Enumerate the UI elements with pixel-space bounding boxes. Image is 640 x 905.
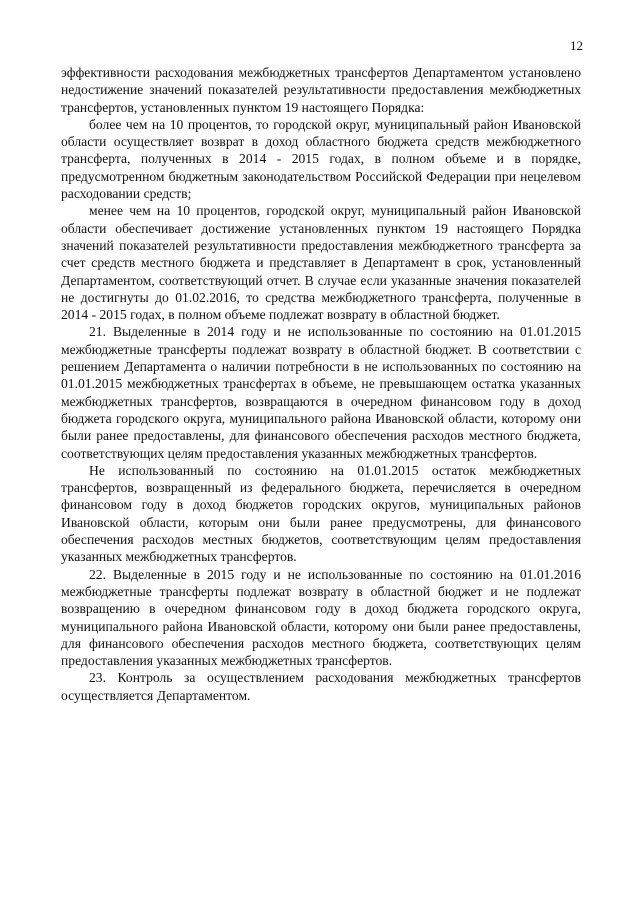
page-number: 12 (570, 38, 583, 53)
paragraph-less-than-10-percent: менее чем на 10 процентов, городской округ, муниципальный район Ивановской области обеспечивает достижение установленных пунктом 19 настоящего Порядка значений показателей результативности предоставления межбюджетного трансферта за счет средств местного бюджета и представляет в Департамент в срок, установленный Департаментом, соответствующий отчет. В случае если указанные значения показателей не достигнуты до 01.02.2016, то средства межбюджетного трансферта, полученные в 2014 - 2015 годах, в полном объеме подлежат возврату в областной бюджет. (61, 203, 581, 323)
paragraph-continuation: эффективности расходования межбюджетных трансфертов Департаментом установлено недостижение значений показателей результативности предоставления межбюджетных трансфертов, установленных пунктом 19 настоящего Порядка: (61, 65, 581, 115)
paragraph-unused-remainder: Не использованный по состоянию на 01.01.2015 остаток межбюджетных трансфертов, возвращенный из федерального бюджета, перечисляется в очередном финансовом году в доход бюджетов городских округов, муниципальных районов Ивановской области, которым они были ранее предусмотрены, для финансового обеспечения расходов местных бюджетов, соответствующим целям предоставления указанных межбюджетных трансфертов. (61, 462, 581, 565)
paragraph-clause-23: 23. Контроль за осуществлением расходования межбюджетных трансфертов осуществляется Департаментом. (61, 670, 581, 703)
paragraph-more-than-10-percent: более чем на 10 процентов, то городской округ, муниципальный район Ивановской области осуществляет возврат в доход областного бюджета средств межбюджетного трансферта, полученных в 2014 - 2015 годах, в полном объеме и в порядке, предусмотренном бюджетным законодательством Российской Федерации при нецелевом расходовании средств; (61, 116, 581, 202)
paragraph-clause-22: 22. Выделенные в 2015 году и не использованные по состоянию на 01.01.2016 межбюджетные трансферты подлежат возврату в областной бюджет и не подлежат возвращению в очередном финансовом году в доход бюджета городского округа, муниципального района Ивановской области, которому они были ранее предоставлены, для финансового обеспечения расходов местного бюджета, соответствующих целям предоставления указанных межбюджетных трансфертов. (61, 566, 581, 669)
paragraph-clause-21: 21. Выделенные в 2014 году и не использованные по состоянию на 01.01.2015 межбюджетные трансферты подлежат возврату в областной бюджет. В соответствии с решением Департамента о наличии потребности в не использованных по состоянию на 01.01.2015 межбюджетных трансфертах в объеме, не превышающем остатка указанных межбюджетных трансфертов, возвращаются в очередном финансовом году в доход бюджета городского округа, муниципального района Ивановской области, которому они были ранее предоставлены, для финансового обеспечения расходов местного бюджета, соответствующих целям предоставления указанных межбюджетных трансфертов. (61, 324, 581, 461)
document-body (61, 64, 581, 704)
